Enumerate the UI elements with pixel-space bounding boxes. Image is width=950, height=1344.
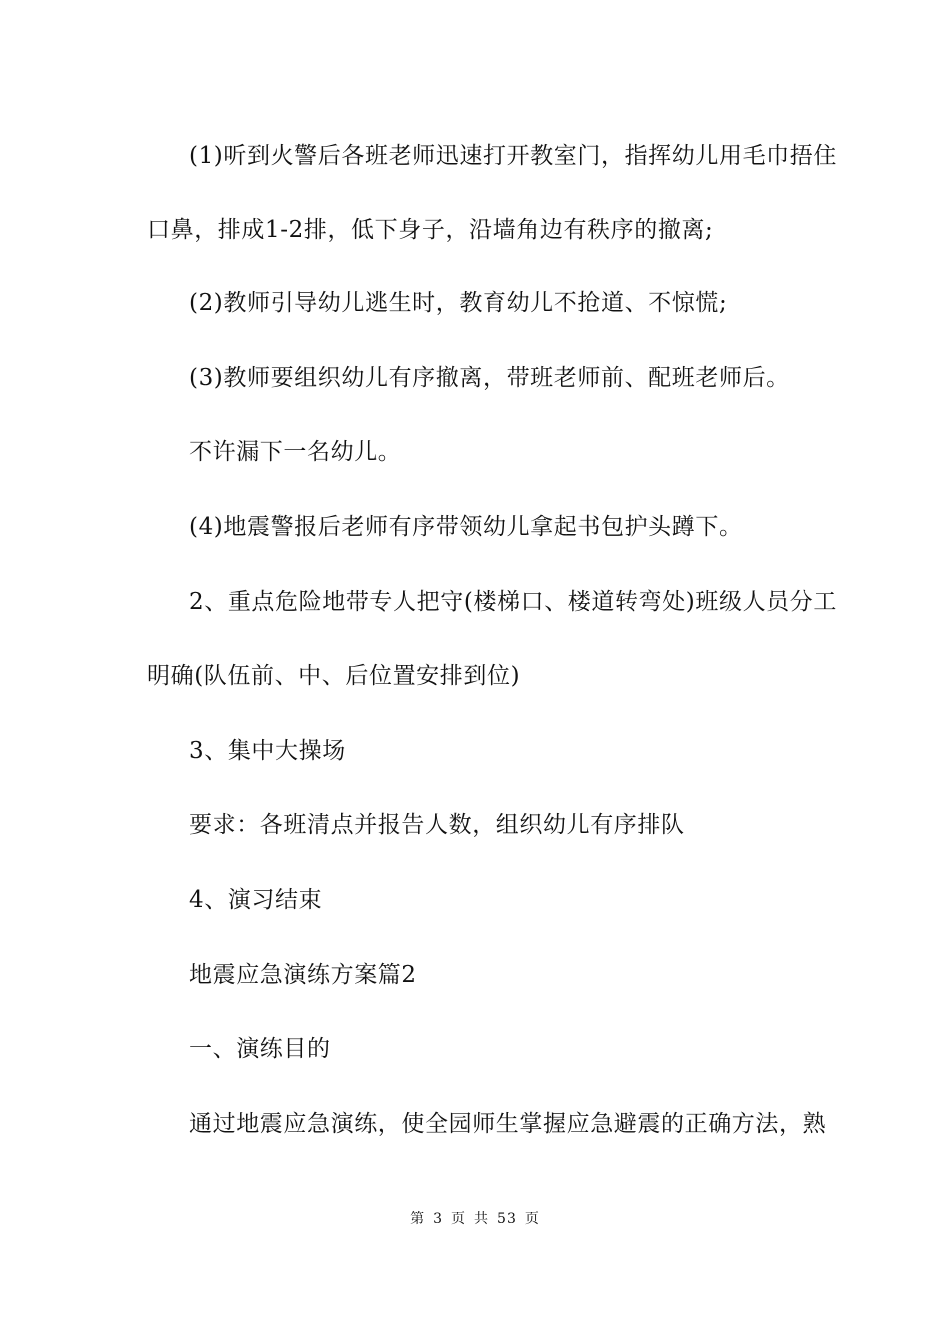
- paragraph-line: 不许漏下一名幼儿。: [189, 439, 402, 465]
- footer-page-word: 页: [451, 1211, 467, 1227]
- paragraph-line: (4)地震警报后老师有序带领幼儿拿起书包护头蹲下。: [189, 514, 743, 540]
- subsection-heading: 一、演练目的: [189, 1036, 331, 1062]
- paragraph-line: 要求：各班清点并报告人数，组织幼儿有序排队: [189, 812, 685, 838]
- paragraph-line: (1)听到火警后各班老师迅速打开教室门，指挥幼儿用毛巾捂住: [189, 143, 837, 169]
- paragraph-line: 明确(队伍前、中、后位置安排到位): [147, 663, 521, 689]
- footer-current-page: 3: [433, 1211, 444, 1227]
- page-footer: [0, 1208, 950, 1228]
- footer-total-word: 共: [474, 1211, 490, 1227]
- paragraph-line: 4、演习结束: [189, 887, 323, 913]
- paragraph-line: 口鼻，排成1-2排，低下身子，沿墙角边有秩序的撤离;: [147, 217, 714, 243]
- paragraph-line: (3)教师要组织幼儿有序撤离，带班老师前、配班老师后。: [189, 365, 790, 391]
- paragraph-line: 2、重点危险地带专人把守(楼梯口、楼道转弯处)班级人员分工: [189, 589, 837, 615]
- paragraph-line: (2)教师引导幼儿逃生时，教育幼儿不抢道、不惊慌;: [189, 290, 728, 316]
- footer-suffix: 页: [524, 1211, 540, 1227]
- footer-prefix: 第: [410, 1211, 426, 1227]
- section-heading: 地震应急演练方案篇2: [189, 962, 417, 988]
- paragraph-line: 3、集中大操场: [189, 738, 346, 764]
- footer-total-pages: 53: [497, 1211, 517, 1227]
- paragraph-line: 通过地震应急演练，使全园师生掌握应急避震的正确方法，熟: [189, 1111, 827, 1137]
